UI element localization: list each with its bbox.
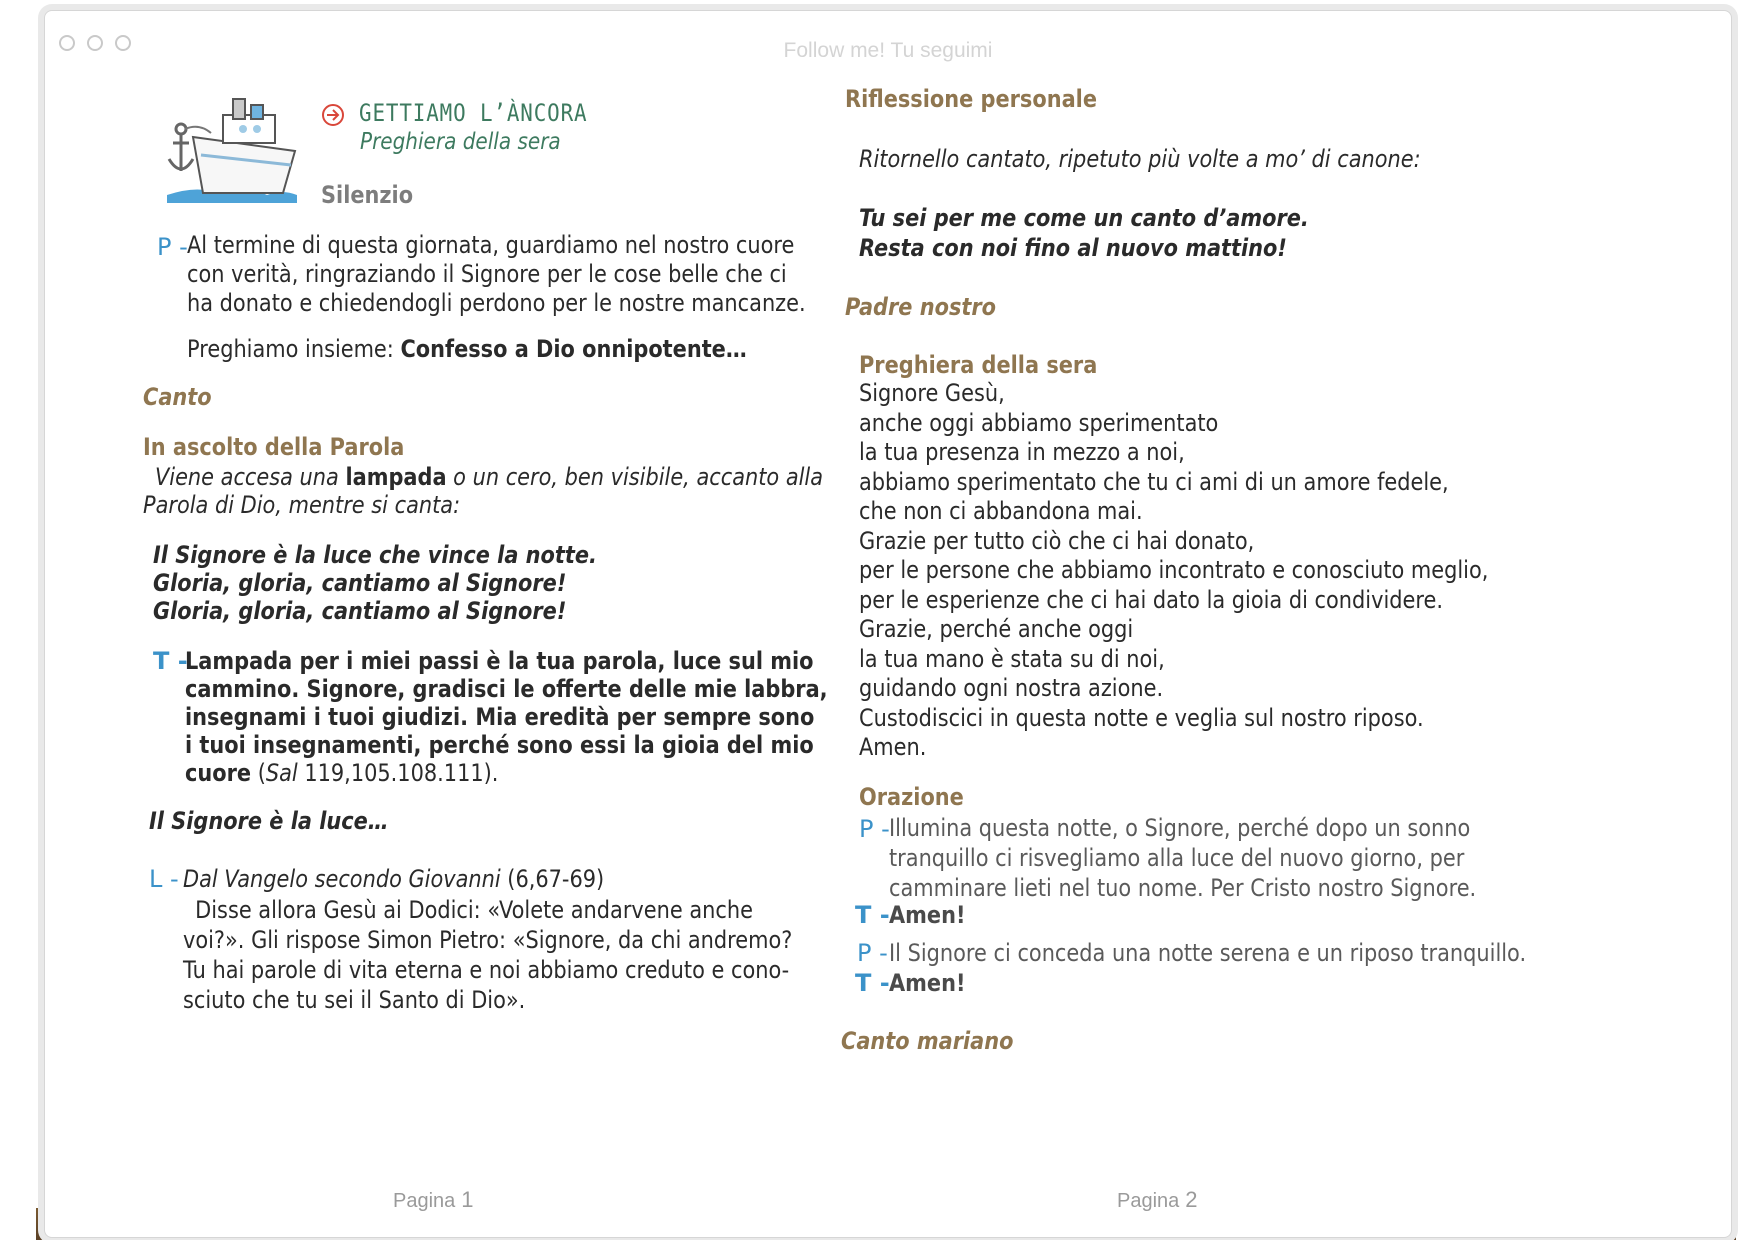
p2-marker: P - <box>857 939 888 967</box>
gospel-line: Tu hai parole di vita eterna e noi abbiamo creduto e cono- <box>183 956 790 984</box>
ascolto-heading: In ascolto della Parola <box>143 433 405 461</box>
arrow-right-circle-icon <box>321 103 345 127</box>
p-paragraph <box>187 231 806 318</box>
preghiera-text <box>859 379 1488 763</box>
preghiera-line: per le esperienze che ci hai dato la gioia di condividere. <box>859 585 1443 614</box>
ascolto-text: o un cero, ben visibile, accanto alla <box>446 463 824 491</box>
preghiamo-prefix: Preghiamo insieme: <box>187 335 401 363</box>
p-line: ha donato e chiedendogli perdono per le nostre mancanze. <box>187 289 806 317</box>
p1-marker: P - <box>859 815 890 843</box>
page-number: 2 <box>1185 1187 1198 1212</box>
page-number-1 <box>393 1187 474 1213</box>
t-line: Lampada per i miei passi è la tua parola, luce sul mio <box>185 647 814 675</box>
preghiera-line: guidando ogni nostra azione. <box>859 674 1164 702</box>
riflessione-heading: Riflessione personale <box>845 85 1097 113</box>
document-window <box>44 10 1732 1238</box>
ship-anchor-illustration <box>157 93 307 203</box>
gospel-text <box>183 895 792 1015</box>
ascolto-text: Viene accesa una <box>155 463 346 491</box>
page-2 <box>841 11 1731 1237</box>
t2-amen: Amen! <box>889 969 966 997</box>
refrain-line: Gloria, gloria, cantiamo al Signore! <box>153 569 567 597</box>
t1-marker: T - <box>855 901 890 929</box>
preghiera-line: abbiamo sperimentato che tu ci ami di un amore fedele, <box>859 467 1449 496</box>
t-line <box>185 759 828 787</box>
page-1 <box>45 11 845 1237</box>
gospel-source: Dal Vangelo secondo Giovanni <box>183 865 501 893</box>
header-title: GETTIAMO L’ÀNCORA <box>359 99 588 127</box>
p-marker: P - <box>157 233 188 261</box>
preghiera-heading: Preghiera della sera <box>859 351 1098 379</box>
t-line: i tuoi insegnamenti, perché sono essi la gioia del mio <box>185 731 814 759</box>
preghiera-line: Amen. <box>859 733 927 761</box>
orazione-line: camminare lieti nel tuo nome. Per Cristo nostro Signore. <box>889 874 1477 902</box>
preghiamo-line <box>187 335 747 363</box>
ritornello-lines <box>859 203 1309 263</box>
gospel-ref: (6,67-69) <box>500 865 605 893</box>
header-subtitle: Preghiera della sera <box>360 129 561 155</box>
page-label: Pagina <box>393 1190 456 1212</box>
refrain-line: Il Signore è la luce che vince la notte. <box>153 541 597 569</box>
gospel-line: sciuto che tu sei il Santo di Dio». <box>183 986 526 1014</box>
p-line: Al termine di questa giornata, guardiamo nel nostro cuore <box>187 231 795 259</box>
preghiera-line: per le persone che abbiamo incontrato e conosciuto meglio, <box>859 556 1489 584</box>
preghiera-line: che non ci abbandona mai. <box>859 497 1143 525</box>
t1-amen: Amen! <box>889 901 966 929</box>
cuore-word: cuore <box>185 759 252 787</box>
ritornello-intro: Ritornello cantato, ripetuto più volte a mo’ di canone: <box>859 145 1421 173</box>
ascolto-line-2: Parola di Dio, mentre si canta: <box>143 491 461 519</box>
confesso-text: Confesso a Dio onnipotente… <box>400 335 747 363</box>
canto-mariano-heading: Canto mariano <box>841 1027 1014 1055</box>
signore-luce-line: Il Signore è la luce… <box>149 807 389 835</box>
lampada-word: lampada <box>345 463 447 491</box>
preghiera-line: la tua presenza in mezzo a noi, <box>859 438 1185 466</box>
t-marker: T - <box>153 647 188 675</box>
canto-heading: Canto <box>143 383 212 411</box>
orazione-line: tranquillo ci risvegliamo alla luce del nuovo giorno, per <box>889 844 1465 872</box>
l-marker: L - <box>149 865 179 893</box>
ritornello-line: Resta con noi fino al nuovo mattino! <box>859 234 1287 262</box>
t-paragraph <box>185 647 828 787</box>
gospel-line: voi?». Gli rispose Simon Pietro: «Signore, da chi andremo? <box>183 926 793 954</box>
t-line: insegnami i tuoi giudizi. Mia eredità per sempre sono <box>185 703 815 731</box>
gospel-line: Disse allora Gesù ai Dodici: «Volete andarvene anche <box>195 896 753 924</box>
p-line: con verità, ringraziando il Signore per le cose belle che ci <box>187 260 787 288</box>
ritornello-line: Tu sei per me come un canto d’amore. <box>859 204 1309 232</box>
orazione-paragraph <box>889 813 1476 903</box>
ref-text: ( <box>251 759 266 787</box>
ascolto-line-1 <box>155 463 823 491</box>
orazione-heading: Orazione <box>859 783 964 811</box>
t2-marker: T - <box>855 969 890 997</box>
sal-abbrev: Sal <box>265 759 298 787</box>
l-source <box>183 865 604 893</box>
ref-text: 119,105.108.111). <box>297 759 499 787</box>
preghiera-line: la tua mano è stata su di noi, <box>859 644 1165 673</box>
preghiera-line: Grazie, perché anche oggi <box>859 615 1134 643</box>
silenzio-heading: Silenzio <box>321 181 414 209</box>
page-label: Pagina <box>1117 1190 1180 1212</box>
page-number-2 <box>1117 1187 1198 1213</box>
padre-nostro-heading: Padre nostro <box>845 293 996 321</box>
refrain-line: Gloria, gloria, cantiamo al Signore! <box>153 597 567 625</box>
preghiera-line: Custodiscici in questa notte e veglia sul nostro riposo. <box>859 703 1424 732</box>
page-number: 1 <box>461 1187 474 1212</box>
preghiera-line: Grazie per tutto ciò che ci hai donato, <box>859 526 1255 555</box>
refrain <box>153 541 597 625</box>
preghiera-line: Signore Gesù, <box>859 379 1005 407</box>
orazione-line: Illumina questa notte, o Signore, perché dopo un sonno <box>889 814 1471 842</box>
t-line: cammino. Signore, gradisci le offerte delle mie labbra, <box>185 675 828 703</box>
preghiera-line: anche oggi abbiamo sperimentato <box>859 408 1219 437</box>
window-title: Follow me! Tu seguimi <box>783 39 993 62</box>
p2-text: Il Signore ci conceda una notte serena e un riposo tranquillo. <box>889 939 1527 967</box>
